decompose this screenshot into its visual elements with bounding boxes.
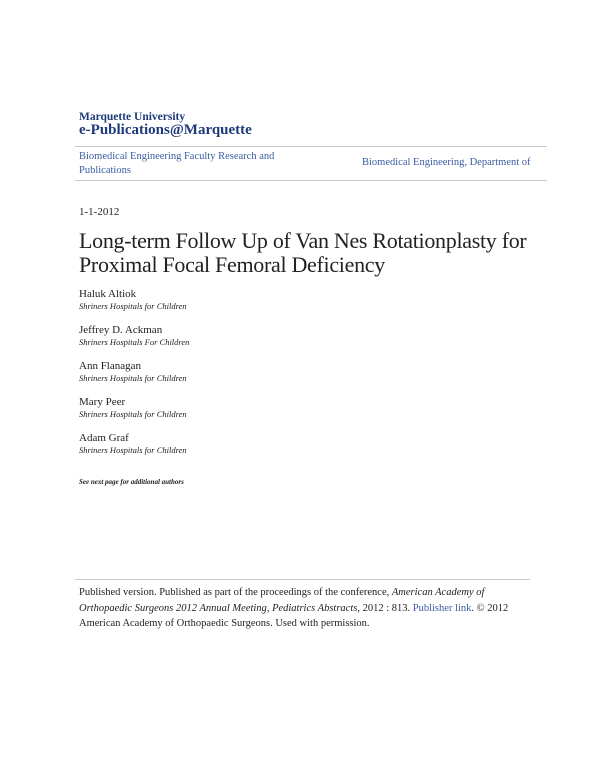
divider-middle — [75, 180, 547, 181]
publication-statement — [79, 585, 529, 632]
author-entry — [79, 360, 189, 384]
pub-intro: Published version. Published as part of the proceedings of the conference, — [79, 587, 392, 598]
author-name: Ann Flanagan — [79, 360, 142, 372]
divider-bottom — [75, 579, 530, 580]
collection-link[interactable]: Biomedical Engineering Faculty Research and Publications — [79, 151, 275, 176]
author-name: Jeffrey D. Ackman — [79, 324, 163, 336]
pub-details: , 2012 : 813. — [357, 602, 413, 614]
author-affiliation: Shriners Hospitals for Children — [79, 409, 187, 419]
publisher-link[interactable]: Publisher link — [412, 602, 472, 614]
author-name: Adam Graf — [79, 432, 129, 444]
repository-name[interactable]: e-Publications@Marquette — [79, 122, 252, 138]
pub-journal: Pediatrics Abstracts — [272, 602, 358, 614]
pub-sep: , — [266, 602, 273, 614]
author-entry — [79, 396, 189, 420]
author-entry — [79, 432, 189, 456]
author-affiliation: Shriners Hospitals for Children — [79, 301, 187, 311]
author-entry — [79, 324, 189, 348]
publication-date: 1-1-2012 — [79, 206, 120, 218]
department-link[interactable]: Biomedical Engineering, Department of — [362, 157, 531, 168]
author-entry — [79, 288, 189, 312]
author-list — [79, 288, 189, 468]
author-affiliation: Shriners Hospitals for Children — [79, 373, 187, 383]
pub-rights: . © 2012 American Academy of Orthopaedic Surgeons. Used with permission. — [79, 602, 509, 629]
author-name: Haluk Altiok — [79, 288, 137, 300]
divider-top — [75, 146, 547, 147]
pub-conference: American Academy of Orthopaedic Surgeons 2012 Annual Meeting — [79, 587, 485, 614]
document-title: Long-term Follow Up of Van Nes Rotationplasty for Proximal Focal Femoral Deficiency — [79, 228, 527, 277]
university-name[interactable]: Marquette University — [79, 111, 186, 123]
author-name: Mary Peer — [79, 396, 126, 408]
author-affiliation: Shriners Hospitals For Children — [79, 337, 190, 347]
author-affiliation: Shriners Hospitals for Children — [79, 445, 187, 455]
more-authors-note[interactable]: See next page for additional authors — [79, 478, 184, 486]
